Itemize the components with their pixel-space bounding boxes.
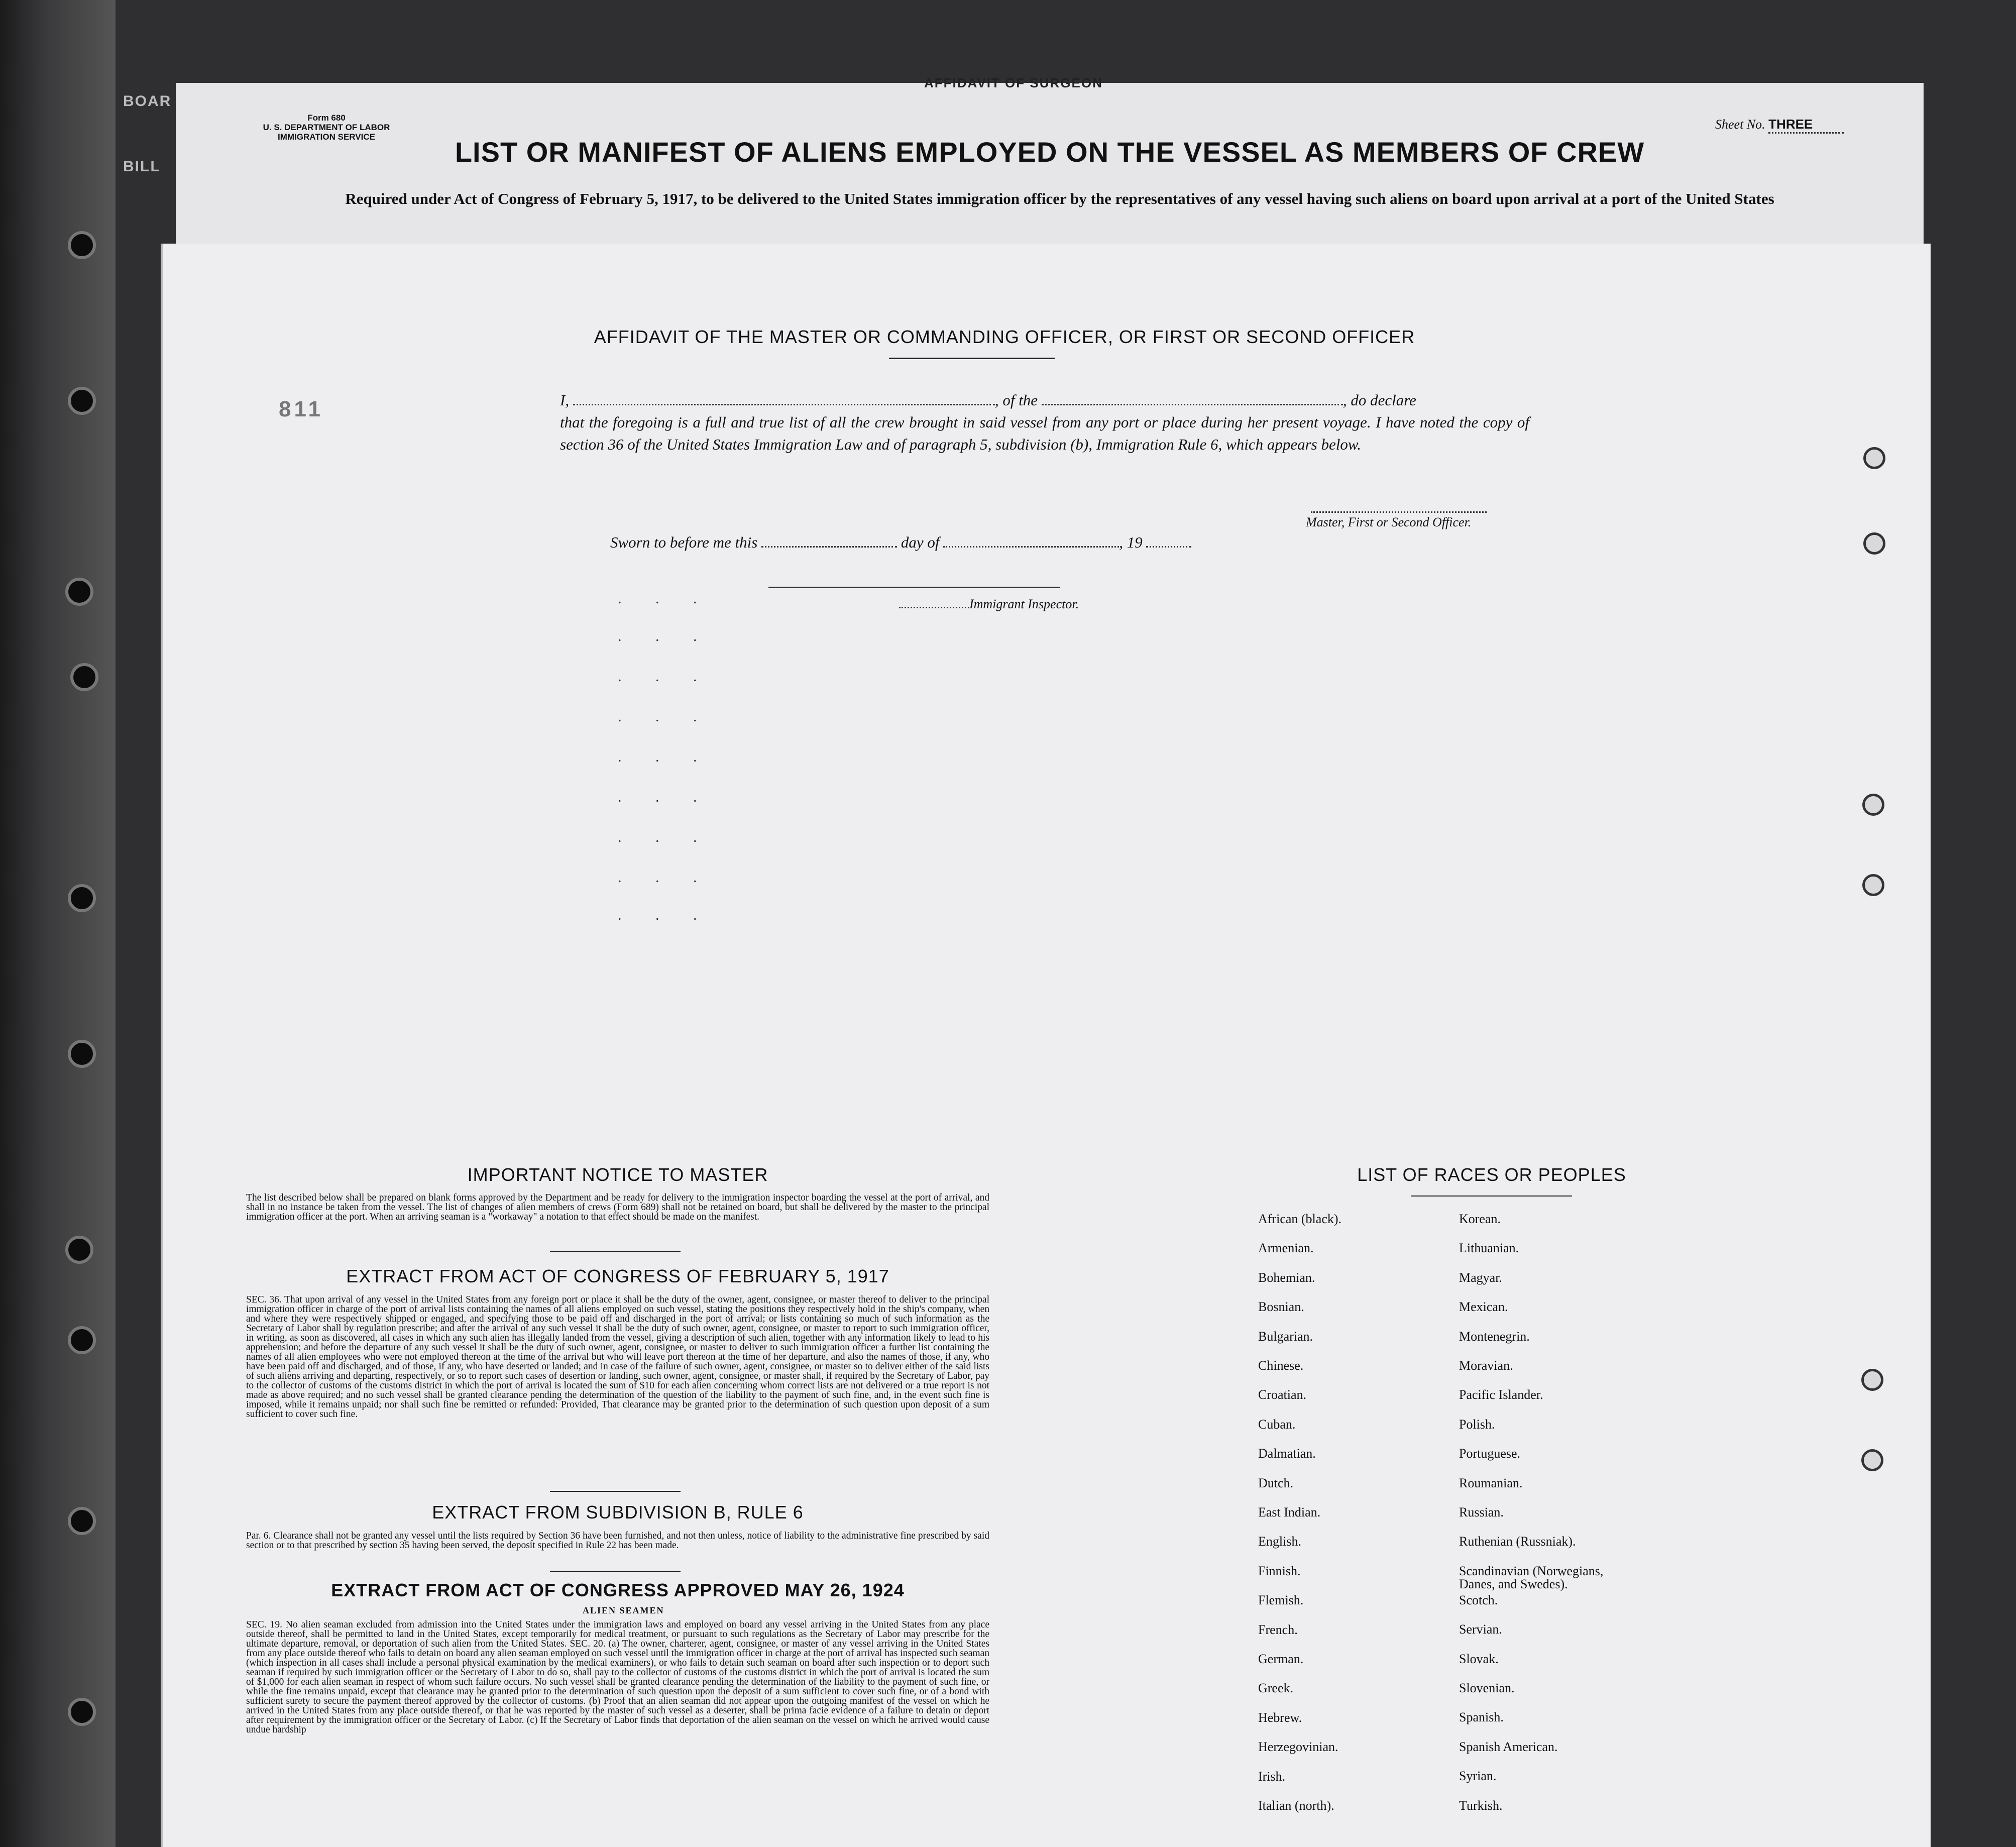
master-signature-line	[1311, 511, 1487, 513]
decl-declare: , do declare	[1342, 391, 1416, 409]
race-item: Croatian.	[1258, 1387, 1307, 1402]
race-item: Greek.	[1258, 1681, 1294, 1696]
race-item: Mexican.	[1459, 1299, 1508, 1315]
race-item: Roumanian.	[1459, 1475, 1523, 1490]
ditto-mark: . . .	[618, 590, 712, 607]
sworn-year: , 19	[1119, 533, 1143, 551]
margin-tag: BOAR	[123, 93, 172, 110]
race-item: Danes, and Swedes).	[1459, 1576, 1568, 1591]
punch-hole	[70, 663, 98, 691]
races-title: LIST OF RACES OR PEOPLES	[1357, 1164, 1626, 1185]
race-item: Dalmatian.	[1258, 1446, 1316, 1461]
inspector-dots	[899, 607, 969, 608]
race-item: Slovenian.	[1459, 1681, 1515, 1695]
race-item: German.	[1258, 1652, 1304, 1666]
sheet-number-label: Sheet No.	[1715, 117, 1765, 132]
race-item: Herzegovinian.	[1258, 1740, 1338, 1755]
year-blank	[1146, 534, 1191, 548]
race-item: Spanish.	[1459, 1710, 1504, 1725]
stamp-number: 811	[279, 397, 323, 421]
punch-hole	[68, 1326, 96, 1354]
punch-hole	[1863, 447, 1885, 469]
declaration	[560, 389, 1529, 456]
race-item: Spanish American.	[1459, 1739, 1558, 1754]
surgeon-header: AFFIDAVIT OF SURGEON	[924, 75, 1103, 90]
race-item: Servian.	[1459, 1622, 1502, 1637]
race-item: Bulgarian.	[1258, 1329, 1313, 1344]
vessel-blank	[1042, 392, 1343, 405]
race-item: Montenegrin.	[1459, 1329, 1530, 1344]
ditto-mark: . . .	[618, 628, 712, 644]
divider	[889, 358, 1055, 359]
affidavit-title: AFFIDAVIT OF THE MASTER OR COMMANDING OFFICER, OR FIRST OR SECOND OFFICER	[594, 327, 1415, 347]
race-item: Korean.	[1459, 1212, 1501, 1226]
race-item: Bosnian.	[1258, 1299, 1304, 1315]
margin-tag: BILL	[123, 158, 161, 175]
name-blank	[573, 392, 995, 405]
race-item: Armenian.	[1258, 1241, 1314, 1256]
left-frame	[0, 0, 116, 1847]
race-item: Lithuanian.	[1459, 1241, 1519, 1256]
front-sheet	[161, 244, 1931, 1847]
ditto-mark: . . .	[618, 907, 712, 923]
decl-i: I,	[560, 391, 570, 409]
race-item: Moravian.	[1459, 1358, 1513, 1373]
ditto-mark: . . .	[618, 789, 712, 805]
race-item: Dutch.	[1258, 1475, 1294, 1490]
notice-text: The list described below shall be prepared on blank forms approved by the Department and be ready for delivery to the immigration inspector boarding the vessel at the port of arrival, and shall in no instance be taken from the vessel. The list of changes of alien members of crews (Form 689) shall not be retained on board, but shall be delivered by the master to the principal immigration officer at the port. When an arriving seaman is a "workaway" a notation to that effect should be made on the manifest.	[246, 1192, 989, 1222]
manifest-title: LIST OR MANIFEST OF ALIENS EMPLOYED ON THE VESSEL AS MEMBERS OF CREW	[455, 136, 1645, 168]
extract-rule6-text: Par. 6. Clearance shall not be granted any vessel until the lists required by Section 36 have been furnished, and not then unless, notice of liability to the administrative fine prescribed by said section or to that prescribed by section 35 having been served, the deposit specified in Rule 22 has been made.	[246, 1531, 989, 1551]
punch-hole	[68, 1507, 96, 1535]
race-item: Pacific Islander.	[1459, 1387, 1543, 1402]
divider	[550, 1251, 681, 1252]
inspector-signature-line	[768, 587, 1060, 588]
punch-hole	[1862, 874, 1884, 896]
race-item: Scandinavian (Norwegians,	[1459, 1563, 1604, 1578]
race-item: Slovak.	[1459, 1651, 1499, 1666]
punch-hole	[1861, 1369, 1883, 1391]
form-number: Form 680	[307, 113, 346, 123]
ditto-mark: . . .	[618, 829, 712, 845]
divider	[1411, 1196, 1572, 1197]
declaration-body: that the foregoing is a full and true list of all the crew brought in said vessel from any port or place during her present voyage. I have noted the copy of section 36 of the United States Immigration Law and of paragraph 5, subdivision (b), Immigration Rule 6, which appears below.	[560, 413, 1529, 453]
race-item: Flemish.	[1258, 1593, 1304, 1608]
race-item: Turkish.	[1459, 1798, 1503, 1813]
punch-hole	[1863, 532, 1885, 555]
punch-hole	[68, 231, 96, 259]
race-item: Syrian.	[1459, 1769, 1497, 1784]
master-signature-label: Master, First or Second Officer.	[1306, 515, 1472, 529]
day-blank	[761, 534, 897, 548]
sworn-day-of: day of	[901, 533, 940, 551]
race-item: Chinese.	[1258, 1358, 1304, 1373]
punch-hole	[65, 578, 93, 606]
race-item: Bohemian.	[1258, 1270, 1315, 1285]
race-item: Russian.	[1459, 1505, 1504, 1519]
race-item: Italian (north).	[1258, 1798, 1334, 1813]
sworn-text: Sworn to before me this	[610, 533, 758, 551]
race-item: Irish.	[1258, 1769, 1286, 1784]
punch-hole	[68, 1698, 96, 1726]
inspector-label: Immigrant Inspector.	[969, 597, 1079, 611]
extract-1917-title: EXTRACT FROM ACT OF CONGRESS OF FEBRUARY 5, 1917	[346, 1266, 889, 1286]
ditto-mark: . . .	[618, 748, 712, 765]
ditto-mark: . . .	[618, 869, 712, 886]
sheet-number	[1715, 117, 1844, 134]
month-blank	[943, 534, 1119, 548]
punch-hole	[65, 1236, 93, 1264]
race-item: French.	[1258, 1622, 1298, 1637]
race-item: Ruthenian (Russniak).	[1459, 1534, 1576, 1549]
extract-1924-text: SEC. 19. No alien seaman excluded from admission into the United States under the immigration laws and employed on board any vessel arriving in the United States from any place outside thereof, shall be permitted to land in the United States, except temporarily for medical treatment, or pursuant to such regulations as the Secretary of Labor may prescribe for the ultimate departure, removal, or deportation of such alien from the United States. SEC. 20. (a) The owner, charterer, agent, consignee, or master of any vessel arriving in the United States from any place outside thereof who fails to detain on board any alien seaman employed on such vessel until the immigration officer in charge at the port of arrival has inspected such seaman (which inspection in all cases shall include a personal physical examination by the medical examiners), or who fails to detain such seaman on board after such inspection or to deport such seaman if required by such immigration officer or the Secretary of Labor to do so, shall pay to the collector of customs of the customs district in which the port of arrival is located the sum of $1,000 for each alien seaman in respect of whom such failure occurs. No such vessel shall be granted clearance pending the determination of the liability to the payment of such fine, or while the fine remains unpaid, except that clearance may be granted prior to the determination of such question upon the deposit of a sum sufficient to cover such fine, or of a bond with sufficient surety to secure the payment thereof approved by the collector of customs. (b) Proof that an alien seaman did not appear upon the outgoing manifest of the vessel on which he arrived in the United States from any place outside thereof, or that he was reported by the master of such vessel as a deserter, shall be prima facie evidence of a failure to detain or deport after requirement by the immigration officer or the Secretary of Labor. (c) If the Secretary of Labor finds that deportation of the alien seaman on the vessel on which he arrived would cause undue hardship	[246, 1620, 989, 1735]
extract-rule6-title: EXTRACT FROM SUBDIVISION B, RULE 6	[432, 1502, 804, 1523]
extract-1924-subtitle: ALIEN SEAMEN	[583, 1605, 664, 1615]
race-item: Cuban.	[1258, 1417, 1296, 1432]
punch-hole	[68, 387, 96, 415]
race-item: East Indian.	[1258, 1505, 1321, 1519]
extract-1924-title: EXTRACT FROM ACT OF CONGRESS APPROVED MAY 26, 1924	[331, 1580, 905, 1600]
punch-hole	[68, 884, 96, 912]
divider	[550, 1571, 681, 1572]
punch-hole	[1861, 1449, 1883, 1471]
race-item: Portuguese.	[1459, 1446, 1521, 1461]
extract-1917-text: SEC. 36. That upon arrival of any vessel in the United States from any foreign port or place it shall be the duty of the owner, agent, consignee, or master thereof to deliver to the principal immigration officer in charge of the port of arrival lists containing the names of all aliens employed on such vessel, stating the positions they respectively hold in the ship's company, when and where they were respectively shipped or engaged, and specifying those to be paid off and discharged in the port of arrival; or lists containing so much of such information as the Secretary of Labor shall by regulation prescribe; and after the arrival of any such vessel it shall be the duty of such owner, agent, consignee, or master to report to such immigration officer, in writing, as soon as discovered, all cases in which any such alien has illegally landed from the vessel, giving a description of such alien, together with any information likely to lead to his apprehension; and before the departure of any such vessel it shall be the duty of such owner, agent, consignee, or master to deliver to such immigration officer a further list containing the names of all alien employees who were not employed thereon at the time of the arrival but who will leave port thereon at the time of her departure, and also the names of those, if any, who have been paid off and discharged, and of those, if any, who have deserted or landed; and in case of the failure of such owner, agent, consignee, or master so to deliver either of the said lists of such aliens arriving and departing, respectively, or so to report such cases of desertion or landing, such owner, agent, consignee, or master shall, if required by the Secretary of Labor, pay to the collector of customs of the customs district in which the port of arrival is located the sum of $10 for each alien concerning whom correct lists are not delivered or a true report is not made as above required; and no such vessel shall be granted clearance pending the determination of the question of the liability to the payment of such fine, and, in the event such fine is imposed, while it remains unpaid; nor shall such fine be remitted or refunded: Provided, That clearance may be granted prior to the determination of such question upon deposit of a sum sufficient to cover such fine.	[246, 1294, 989, 1420]
race-item: Hebrew.	[1258, 1710, 1302, 1725]
department-name: U. S. DEPARTMENT OF LABOR	[263, 123, 390, 132]
race-item: Scotch.	[1459, 1592, 1498, 1607]
race-item: English.	[1258, 1534, 1301, 1549]
race-item: Magyar.	[1459, 1270, 1502, 1285]
ditto-mark: . . .	[618, 708, 712, 725]
race-item: African (black).	[1258, 1212, 1342, 1226]
manifest-subtitle: Required under Act of Congress of February 5, 1917, to be delivered to the United States immigration officer by the representatives of any vessel having such aliens on board upon arrival at a port of the United States	[345, 190, 1774, 207]
service-name: IMMIGRATION SERVICE	[278, 132, 375, 142]
race-item: Polish.	[1459, 1417, 1495, 1432]
divider	[550, 1491, 681, 1492]
sheet-number-value: THREE	[1768, 117, 1844, 134]
decl-of-the: , of the	[994, 391, 1038, 409]
ditto-mark: . . .	[618, 668, 712, 685]
sworn-line	[610, 533, 1191, 552]
punch-hole	[68, 1040, 96, 1068]
declaration-line	[560, 389, 1529, 411]
race-item: Finnish.	[1258, 1563, 1301, 1578]
notice-title: IMPORTANT NOTICE TO MASTER	[467, 1164, 768, 1185]
punch-hole	[1862, 794, 1884, 816]
